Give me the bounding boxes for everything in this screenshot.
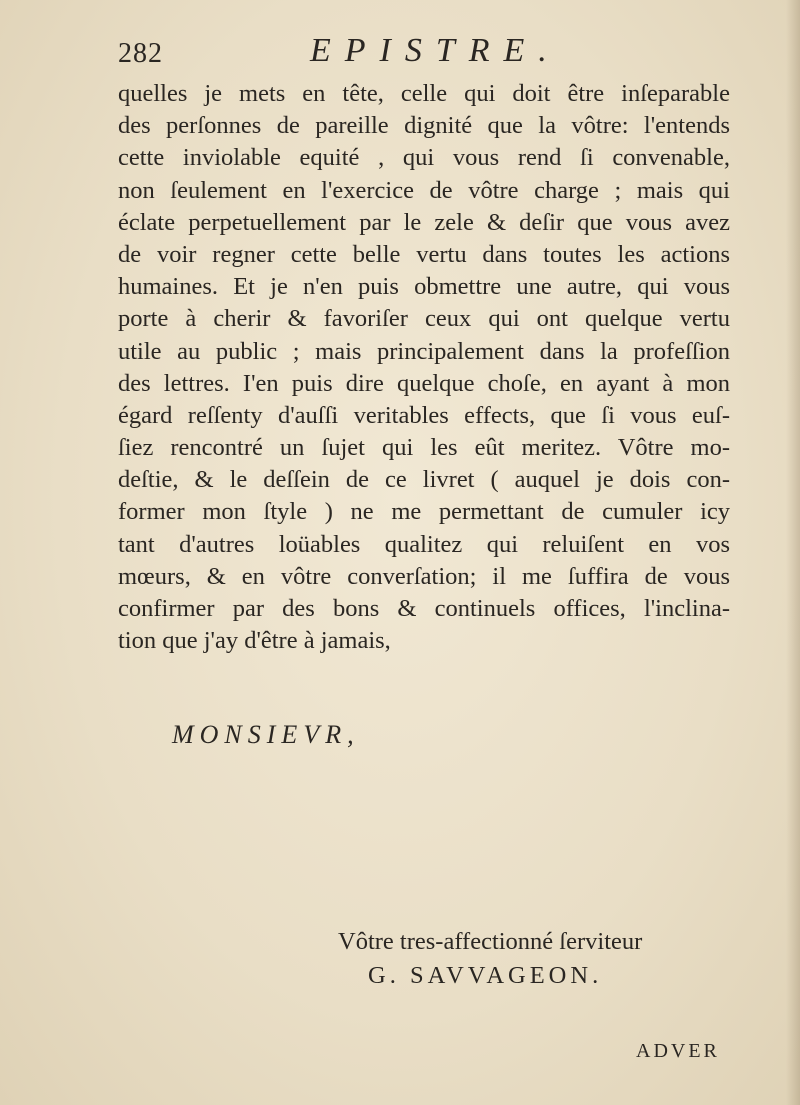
text-line-last: tion que j'ay d'être à jamais, — [118, 627, 391, 655]
salutation: MONSIEVR, — [172, 720, 360, 749]
text-line: des lettres. I'en puis dire quelque choſe, en ayant à mon — [118, 369, 730, 397]
text-line: non ſeulement en l'exercice de vôtre charge ; mais qui — [118, 176, 730, 204]
page-number: 282 — [118, 38, 163, 69]
text-line: quelles je mets en tête, celle qui doit être inſeparable — [118, 80, 730, 107]
text-line: égard reſſenty d'auſſi veritables effects, que ſi vous euſ- — [118, 401, 730, 429]
signature-line: Vôtre tres-affectionné ſerviteur — [338, 928, 643, 955]
text-line: former mon ſtyle ) ne me permettant de cumuler icy — [118, 498, 730, 526]
text-line: cette inviolable equité , qui vous rend ſi convenable, — [118, 144, 730, 172]
text-line: porte à cherir & favoriſer ceux qui ont quelque vertu — [118, 305, 730, 333]
text-line: de voir regner cette belle vertu dans toutes les actions — [118, 240, 730, 268]
running-head: EPISTRE. — [310, 32, 561, 69]
text-line: mœurs, & en vôtre converſation; il me ſuffira de vous — [118, 562, 730, 590]
text-line: confirmer par des bons & continuels offices, l'inclina- — [118, 595, 730, 622]
text-line: deſtie, & le deſſein de ce livret ( auquel je dois con- — [118, 466, 730, 494]
body-text — [118, 78, 730, 657]
signature-name: G. SAVVAGEON. — [368, 962, 603, 989]
text-line: utile au public ; mais principalement dans la profeſſion — [118, 337, 730, 365]
text-line: humaines. Et je n'en puis obmettre une autre, qui vous — [118, 273, 730, 301]
text-line: des perſonnes de pareille dignité que la vôtre: l'entends — [118, 112, 730, 140]
page-edge-shadow — [786, 0, 800, 1105]
text-line: éclate perpetuellement par le zele & deſir que vous avez — [118, 208, 730, 236]
catchword: ADVER — [636, 1040, 720, 1062]
text-line: ſiez rencontré un ſujet qui les eût meritez. Vôtre mo- — [118, 434, 730, 462]
text-line: tant d'autres loüables qualitez qui reluiſent en vos — [118, 530, 730, 558]
